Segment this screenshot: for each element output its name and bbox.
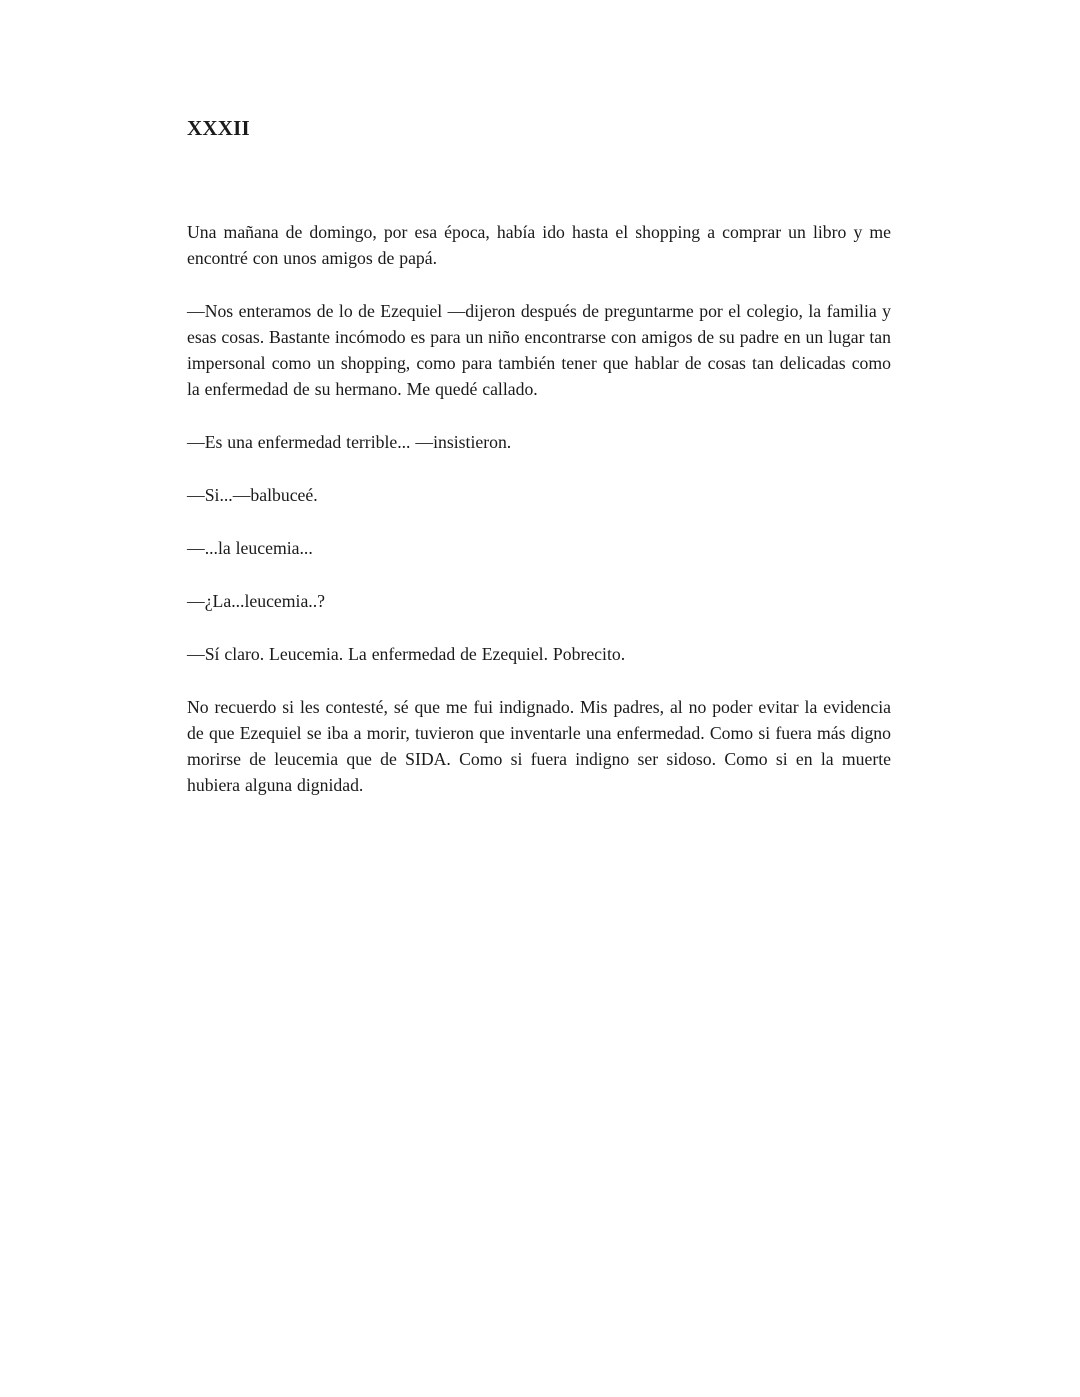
paragraph-dialogue: —Si...—balbuceé. [187, 485, 318, 505]
chapter-heading: XXXII [187, 116, 250, 140]
page-content [187, 115, 891, 798]
paragraph-dialogue: —Sí claro. Leucemia. La enfermedad de Ezequiel. Pobrecito. [187, 644, 626, 664]
paragraph-dialogue: —Es una enfermedad terrible... —insistieron. [187, 432, 512, 452]
paragraph: No recuerdo si les contesté, sé que me fui indignado. Mis padres, al no poder evitar la evidencia de que Ezequiel se iba a morir, tuvieron que inventarle una enfermedad. Como si fuera más digno morirse de leucemia que de SIDA. Como si fuera indigno ser sidoso. Como si en la muerte hubiera alguna dignidad. [187, 697, 891, 795]
paragraph-dialogue: —...la leucemia... [187, 538, 313, 558]
paragraph-dialogue: —¿La...leucemia..? [187, 591, 325, 611]
paragraph: —Nos enteramos de lo de Ezequiel —dijeron después de preguntarme por el colegio, la familia y esas cosas. Bastante incómodo es para un niño encontrarse con amigos de su padre en un lugar tan impersonal como un shopping, como para también tener que hablar de cosas tan delicadas como la enfermedad de su hermano. Me quedé callado. [187, 301, 891, 399]
paragraph: Una mañana de domingo, por esa época, había ido hasta el shopping a comprar un libro y me encontré con unos amigos de papá. [187, 222, 891, 268]
